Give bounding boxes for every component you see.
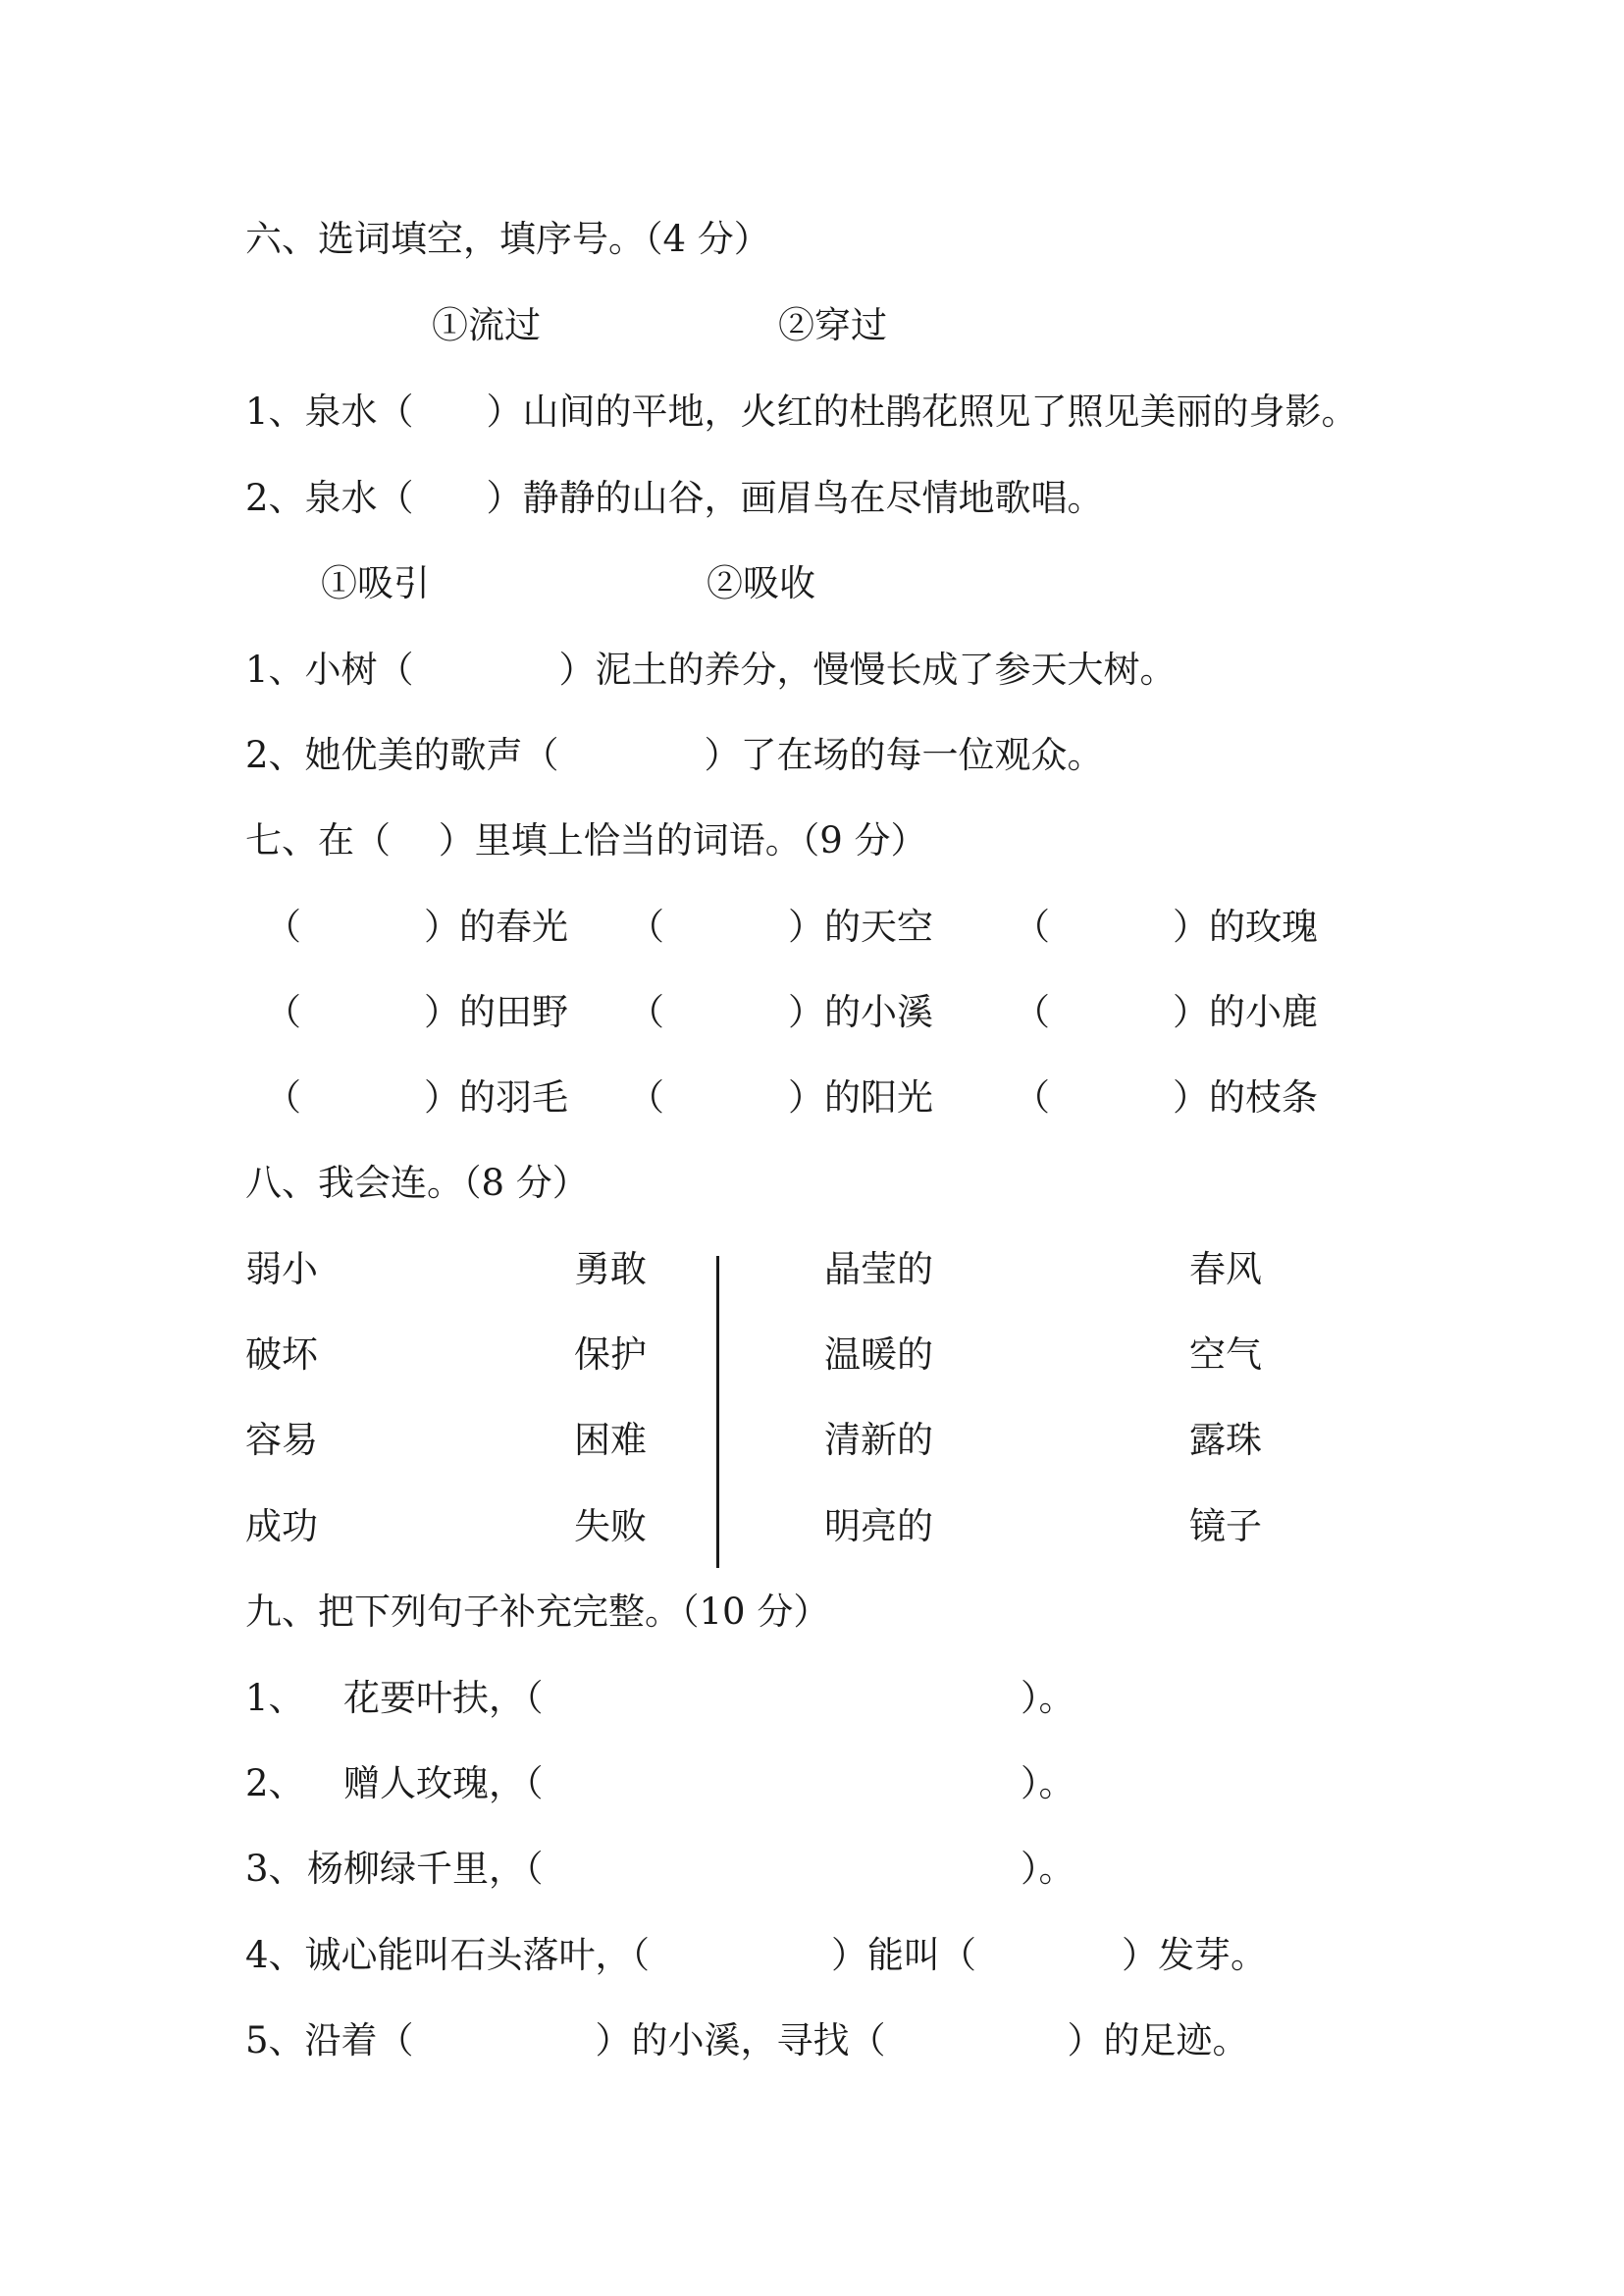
phrase: 的枝条 — [1209, 1076, 1318, 1119]
sentence-9-5: 5、沿着（ ）的小溪，寻找（ ）的足迹。 — [245, 2019, 1249, 2061]
match-word: 清新的 — [824, 1419, 933, 1461]
item-text: 赠人玫瑰，（ — [343, 1762, 544, 1804]
open-paren: （ — [628, 991, 664, 1033]
item-number: 3、 — [245, 1848, 305, 1890]
match-word: 容易 — [245, 1419, 318, 1461]
match-word: 晶莹的 — [824, 1248, 933, 1290]
match-word: 镜子 — [1189, 1505, 1262, 1547]
open-paren: （ — [1014, 991, 1050, 1033]
section-8-heading: 八、我会连。（8 分） — [245, 1162, 589, 1204]
option-2: ②穿过 — [778, 304, 887, 346]
item-tail: ）。 — [1021, 1677, 1075, 1719]
option-2: ②吸收 — [707, 562, 815, 604]
match-word: 温暖的 — [824, 1333, 933, 1376]
open-paren: （ — [265, 991, 301, 1033]
sentence-9-4: 4、诚心能叫石头落叶，（ ）能叫（ ）发芽。 — [245, 1934, 1268, 1976]
item-number: 1、 — [245, 1677, 305, 1719]
match-word: 保护 — [574, 1333, 647, 1376]
phrase: 的春光 — [459, 906, 568, 948]
match-word: 失败 — [574, 1505, 647, 1547]
vertical-divider — [716, 1256, 719, 1568]
open-paren: （ — [628, 906, 664, 948]
close-paren: ） — [424, 1076, 460, 1119]
item-tail: ）。 — [1021, 1848, 1075, 1890]
match-word: 困难 — [574, 1419, 647, 1461]
close-paren: ） — [1173, 1076, 1209, 1119]
close-paren: ） — [788, 906, 824, 948]
match-word: 露珠 — [1189, 1419, 1262, 1461]
sentence-6-2-2: 2、她优美的歌声（ ）了在场的每一位观众。 — [245, 734, 1104, 776]
open-paren: （ — [1014, 906, 1050, 948]
section-7-heading: 七、在（ ）里填上恰当的词语。（9 分） — [245, 819, 927, 861]
phrase: 的阳光 — [824, 1076, 933, 1119]
phrase: 的小溪 — [824, 991, 933, 1033]
open-paren: （ — [265, 906, 301, 948]
close-paren: ） — [788, 1076, 824, 1119]
close-paren: ） — [1173, 991, 1209, 1033]
phrase: 的小鹿 — [1209, 991, 1318, 1033]
open-paren: （ — [1014, 1076, 1050, 1119]
phrase: 的天空 — [824, 906, 933, 948]
close-paren: ） — [424, 991, 460, 1033]
open-paren: （ — [628, 1076, 664, 1119]
open-paren: （ — [265, 1076, 301, 1119]
close-paren: ） — [788, 991, 824, 1033]
option-1: ①流过 — [432, 304, 541, 346]
phrase: 的羽毛 — [459, 1076, 568, 1119]
item-text: 杨柳绿千里，（ — [307, 1848, 544, 1890]
close-paren: ） — [424, 906, 460, 948]
close-paren: ） — [1173, 906, 1209, 948]
match-word: 春风 — [1189, 1248, 1262, 1290]
match-word: 破坏 — [245, 1333, 318, 1376]
section-9-heading: 九、把下列句子补充完整。（10 分） — [245, 1591, 830, 1633]
item-tail: ）。 — [1021, 1762, 1075, 1804]
sentence-6-2-1: 1、小树（ ）泥土的养分，慢慢长成了参天大树。 — [245, 649, 1177, 691]
section-6-heading: 六、选词填空，填序号。（4 分） — [245, 218, 770, 260]
sentence-6-1-1: 1、泉水（ ）山间的平地，火红的杜鹃花照见了照见美丽的身影。 — [245, 391, 1358, 433]
phrase: 的玫瑰 — [1209, 906, 1318, 948]
match-word: 明亮的 — [824, 1505, 933, 1547]
phrase: 的田野 — [459, 991, 568, 1033]
match-word: 勇敢 — [574, 1248, 647, 1290]
match-word: 弱小 — [245, 1248, 318, 1290]
item-number: 2、 — [245, 1762, 305, 1804]
match-word: 成功 — [245, 1505, 318, 1547]
item-text: 花要叶扶，（ — [343, 1677, 544, 1719]
sentence-6-1-2: 2、泉水（ ）静静的山谷，画眉鸟在尽情地歌唱。 — [245, 477, 1104, 519]
match-word: 空气 — [1189, 1333, 1262, 1376]
option-1: ①吸引 — [321, 562, 430, 604]
